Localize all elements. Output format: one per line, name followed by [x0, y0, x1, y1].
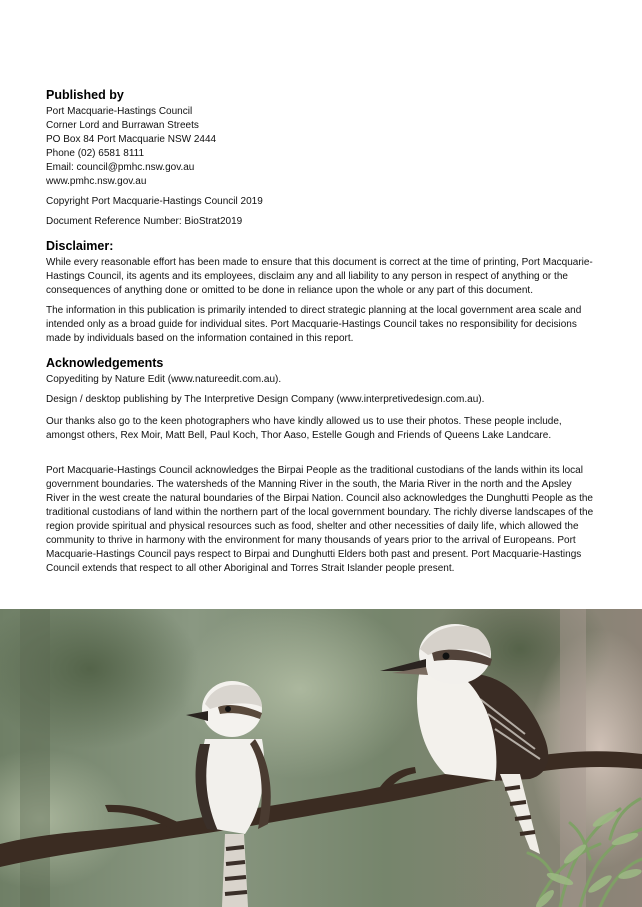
website-line: www.pmhc.nsw.gov.au: [46, 176, 147, 187]
copyright-line: Copyright Port Macquarie-Hastings Council 2019: [46, 196, 263, 207]
disclaimer-paragraph: The information in this publication is primarily intended to direct strategic planning at the local government area scale and intended only as a broad guide for individual sites. Port Macquarie-Hastings Council takes no responsibility for decisions made by individuals based on the information contained in this report.: [46, 305, 582, 344]
address-line: Corner Lord and Burrawan Streets: [46, 120, 199, 131]
copyediting-credit: Copyediting by Nature Edit (www.natureedit.com.au).: [46, 374, 282, 385]
published-section: [46, 88, 594, 229]
design-credit: Design / desktop publishing by The Interpretive Design Company (www.interpretivedesign.com.au).: [46, 394, 485, 405]
disclaimer-section: [46, 239, 594, 346]
kookaburra-photo: [0, 609, 642, 907]
acknowledgements-heading: Acknowledgements: [46, 356, 164, 370]
disclaimer-paragraph: While every reasonable effort has been made to ensure that this document is correct at the time of printing, Port Macquarie-Hastings Council, its agents and its employees, disclaim any and all liability to any person in respect of anything or the consequences of anything done or omitted to be done in reliance upon the whole or any part of this document.: [46, 257, 593, 296]
published-heading: Published by: [46, 88, 124, 102]
country-acknowledgement: Port Macquarie-Hastings Council acknowledges the Birpai People as the traditional custodians of the lands within its local government boundaries. The watersheds of the Manning River in the south, the Maria River in the north and the Apsley River in the west create the natural boundaries of the Birpai Nation. Council also acknowledges the Dunghutti People as the traditional custodians of land within the northern part of the local government boundary. The richly diverse landscapes of the region provide spiritual and physical resources such as food, shelter and other necessities of daily life, which allowed the community to thrive in harmony with the environment for many thousands of years prior to the arrival of Europeans. Port Macquarie-Hastings Council pays respect to Birpai and Dunghutti Elders both past and present. Port Macquarie-Hastings Council extends that respect to all other Aboriginal and Torres Strait Islander people present.: [46, 465, 594, 574]
address-line: Port Macquarie-Hastings Council: [46, 106, 193, 117]
photographers-credit: Our thanks also go to the keen photographers who have kindly allowed us to use their photos. These people include, amongst others, Rex Moir, Matt Bell, Paul Koch, Thor Aaso, Estelle Gough and Friends of Queens Lake Landcare.: [46, 416, 562, 441]
phone-line: Phone (02) 6581 8111: [46, 148, 145, 159]
email-line: Email: council@pmhc.nsw.gov.au: [46, 162, 195, 173]
address-line: PO Box 84 Port Macquarie NSW 2444: [46, 134, 217, 145]
acknowledgements-section: [46, 356, 594, 576]
document-body: [46, 88, 594, 576]
disclaimer-heading: Disclaimer:: [46, 239, 114, 253]
reference-line: Document Reference Number: BioStrat2019: [46, 216, 243, 227]
